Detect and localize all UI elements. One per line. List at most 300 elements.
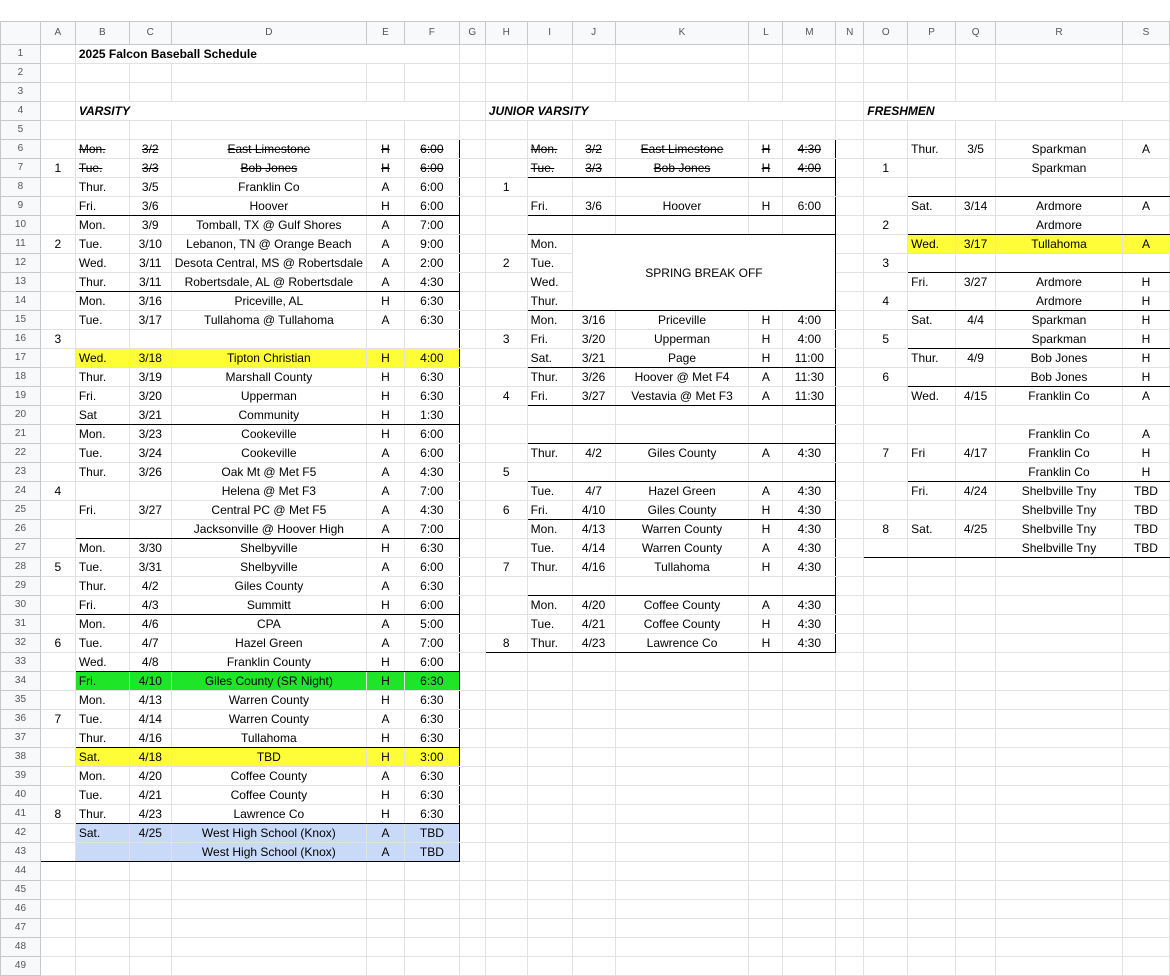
varsity-date-cell[interactable]: 3/5 (129, 178, 171, 197)
freshmen-opponent-cell[interactable] (996, 634, 1123, 653)
varsity-location-cell[interactable]: H (366, 805, 404, 824)
varsity-time-cell[interactable]: 6:00 (404, 596, 459, 615)
varsity-opponent-cell[interactable]: Oak Mt @ Met F5 (171, 463, 366, 482)
jv-opponent-cell[interactable]: Giles County (615, 501, 749, 520)
freshmen-date-cell[interactable] (956, 672, 996, 691)
jv-opponent-cell[interactable] (615, 919, 749, 938)
jv-date-cell[interactable] (572, 786, 615, 805)
jv-week-cell[interactable] (485, 596, 527, 615)
jv-day-cell[interactable] (527, 425, 572, 444)
spacer-cell[interactable] (459, 691, 485, 710)
varsity-date-cell[interactable]: 4/21 (129, 786, 171, 805)
varsity-opponent-cell[interactable]: Lawrence Co (171, 805, 366, 824)
varsity-date-cell[interactable]: 4/14 (129, 710, 171, 729)
freshmen-opponent-cell[interactable]: Shelbville Tny (996, 482, 1123, 501)
varsity-week-cell[interactable] (40, 178, 75, 197)
column-header-n[interactable]: N (836, 22, 864, 45)
row-header-47[interactable]: 47 (1, 919, 41, 938)
varsity-time-cell[interactable]: 4:30 (404, 463, 459, 482)
freshmen-day-cell[interactable] (908, 672, 956, 691)
row-header-9[interactable]: 9 (1, 197, 41, 216)
varsity-day-cell[interactable] (75, 482, 129, 501)
varsity-location-cell[interactable]: H (366, 425, 404, 444)
spacer-cell[interactable] (459, 539, 485, 558)
column-header-s[interactable]: S (1122, 22, 1169, 45)
jv-day-cell[interactable] (527, 45, 572, 64)
freshmen-day-cell[interactable] (908, 615, 956, 634)
varsity-location-cell[interactable]: A (366, 824, 404, 843)
varsity-week-cell[interactable] (40, 957, 75, 976)
jv-location-cell[interactable] (749, 710, 783, 729)
jv-location-cell[interactable] (749, 938, 783, 957)
varsity-time-cell[interactable] (404, 938, 459, 957)
varsity-date-cell[interactable]: 3/31 (129, 558, 171, 577)
spacer-cell[interactable] (459, 425, 485, 444)
jv-location-cell[interactable] (749, 786, 783, 805)
varsity-date-cell[interactable]: 4/23 (129, 805, 171, 824)
freshmen-date-cell[interactable]: 3/14 (956, 197, 996, 216)
jv-day-cell[interactable] (527, 957, 572, 976)
freshmen-opponent-cell[interactable] (996, 805, 1123, 824)
varsity-day-cell[interactable]: Tue. (75, 710, 129, 729)
row-header-17[interactable]: 17 (1, 349, 41, 368)
jv-location-cell[interactable] (749, 577, 783, 596)
varsity-date-cell[interactable] (129, 862, 171, 881)
row-header-11[interactable]: 11 (1, 235, 41, 254)
varsity-location-cell[interactable] (366, 330, 404, 349)
spacer-cell[interactable] (836, 45, 864, 64)
freshmen-week-cell[interactable] (864, 786, 908, 805)
freshmen-date-cell[interactable] (956, 463, 996, 482)
jv-week-cell[interactable] (485, 83, 527, 102)
jv-location-cell[interactable] (749, 691, 783, 710)
varsity-date-cell[interactable]: 4/3 (129, 596, 171, 615)
freshmen-date-cell[interactable] (956, 938, 996, 957)
varsity-week-cell[interactable] (40, 824, 75, 843)
row-header-21[interactable]: 21 (1, 425, 41, 444)
varsity-date-cell[interactable]: 3/23 (129, 425, 171, 444)
varsity-day-cell[interactable]: Mon. (75, 615, 129, 634)
jv-location-cell[interactable] (749, 64, 783, 83)
spacer-cell[interactable] (836, 539, 864, 558)
freshmen-location-cell[interactable]: TBD (1122, 501, 1169, 520)
jv-time-cell[interactable] (783, 463, 836, 482)
varsity-date-cell[interactable]: 4/10 (129, 672, 171, 691)
row-header-18[interactable]: 18 (1, 368, 41, 387)
jv-time-cell[interactable] (783, 83, 836, 102)
row-header-42[interactable]: 42 (1, 824, 41, 843)
freshmen-week-cell[interactable] (864, 957, 908, 976)
freshmen-date-cell[interactable] (956, 121, 996, 140)
freshmen-date-cell[interactable] (956, 805, 996, 824)
jv-day-cell[interactable] (527, 843, 572, 862)
freshmen-week-cell[interactable] (864, 558, 908, 577)
jv-date-cell[interactable] (572, 862, 615, 881)
freshmen-week-cell[interactable] (864, 463, 908, 482)
freshmen-day-cell[interactable]: Thur. (908, 349, 956, 368)
varsity-location-cell[interactable]: H (366, 672, 404, 691)
varsity-date-cell[interactable]: 3/2 (129, 140, 171, 159)
varsity-time-cell[interactable]: 6:30 (404, 805, 459, 824)
varsity-opponent-cell[interactable]: Cookeville (171, 425, 366, 444)
varsity-opponent-cell[interactable]: Giles County (SR Night) (171, 672, 366, 691)
spacer-cell[interactable] (836, 349, 864, 368)
varsity-week-cell[interactable] (40, 254, 75, 273)
row-header-29[interactable]: 29 (1, 577, 41, 596)
spacer-cell[interactable] (836, 273, 864, 292)
jv-date-cell[interactable]: 3/2 (572, 140, 615, 159)
varsity-time-cell[interactable] (404, 900, 459, 919)
jv-opponent-cell[interactable]: Vestavia @ Met F3 (615, 387, 749, 406)
jv-time-cell[interactable] (783, 786, 836, 805)
jv-opponent-cell[interactable]: Lawrence Co (615, 634, 749, 653)
varsity-time-cell[interactable] (404, 121, 459, 140)
jv-date-cell[interactable] (572, 463, 615, 482)
jv-location-cell[interactable]: A (749, 387, 783, 406)
row-header-7[interactable]: 7 (1, 159, 41, 178)
row-header-4[interactable]: 4 (1, 102, 41, 121)
freshmen-day-cell[interactable] (908, 64, 956, 83)
jv-date-cell[interactable]: 4/10 (572, 501, 615, 520)
jv-time-cell[interactable] (783, 672, 836, 691)
column-header-a[interactable]: A (40, 22, 75, 45)
freshmen-week-cell[interactable] (864, 64, 908, 83)
varsity-week-cell[interactable] (40, 615, 75, 634)
row-header-10[interactable]: 10 (1, 216, 41, 235)
varsity-date-cell[interactable]: 3/6 (129, 197, 171, 216)
varsity-day-cell[interactable]: Mon. (75, 216, 129, 235)
varsity-location-cell[interactable]: H (366, 349, 404, 368)
varsity-time-cell[interactable]: 6:30 (404, 368, 459, 387)
jv-opponent-cell[interactable] (615, 805, 749, 824)
spacer-cell[interactable] (836, 311, 864, 330)
jv-day-cell[interactable]: Thur. (527, 444, 572, 463)
jv-location-cell[interactable]: H (749, 197, 783, 216)
varsity-opponent-cell[interactable]: Tullahoma @ Tullahoma (171, 311, 366, 330)
spacer-cell[interactable] (459, 919, 485, 938)
varsity-time-cell[interactable]: 3:00 (404, 748, 459, 767)
jv-date-cell[interactable] (572, 425, 615, 444)
varsity-week-cell[interactable] (40, 748, 75, 767)
varsity-date-cell[interactable]: 3/20 (129, 387, 171, 406)
freshmen-day-cell[interactable] (908, 710, 956, 729)
freshmen-week-cell[interactable] (864, 539, 908, 558)
varsity-week-cell[interactable] (40, 862, 75, 881)
varsity-day-cell[interactable]: Fri. (75, 596, 129, 615)
freshmen-opponent-cell[interactable] (996, 843, 1123, 862)
freshmen-date-cell[interactable] (956, 178, 996, 197)
varsity-week-cell[interactable] (40, 121, 75, 140)
freshmen-date-cell[interactable]: 4/4 (956, 311, 996, 330)
varsity-time-cell[interactable]: 6:30 (404, 672, 459, 691)
freshmen-day-cell[interactable] (908, 254, 956, 273)
varsity-week-cell[interactable] (40, 425, 75, 444)
freshmen-date-cell[interactable] (956, 653, 996, 672)
varsity-date-cell[interactable]: 3/9 (129, 216, 171, 235)
freshmen-opponent-cell[interactable]: Shelbville Tny (996, 520, 1123, 539)
varsity-day-cell[interactable]: Thur. (75, 805, 129, 824)
varsity-time-cell[interactable]: 9:00 (404, 235, 459, 254)
jv-time-cell[interactable] (783, 938, 836, 957)
spacer-cell[interactable] (836, 881, 864, 900)
freshmen-day-cell[interactable] (908, 748, 956, 767)
jv-opponent-cell[interactable] (615, 463, 749, 482)
jv-week-cell[interactable] (485, 349, 527, 368)
jv-time-cell[interactable] (783, 881, 836, 900)
jv-week-cell[interactable] (485, 577, 527, 596)
freshmen-day-cell[interactable] (908, 178, 956, 197)
row-header-16[interactable]: 16 (1, 330, 41, 349)
spacer-cell[interactable] (459, 653, 485, 672)
jv-day-cell[interactable] (527, 767, 572, 786)
jv-time-cell[interactable] (783, 957, 836, 976)
jv-day-cell[interactable]: Sat. (527, 349, 572, 368)
freshmen-day-cell[interactable] (908, 653, 956, 672)
spacer-cell[interactable] (459, 881, 485, 900)
jv-location-cell[interactable] (749, 767, 783, 786)
jv-week-cell[interactable]: 1 (485, 178, 527, 197)
spacer-cell[interactable] (836, 653, 864, 672)
varsity-location-cell[interactable]: A (366, 444, 404, 463)
freshmen-day-cell[interactable] (908, 786, 956, 805)
jv-date-cell[interactable] (572, 653, 615, 672)
spacer-cell[interactable] (459, 520, 485, 539)
spacer-cell[interactable] (836, 482, 864, 501)
freshmen-day-cell[interactable] (908, 501, 956, 520)
varsity-day-cell[interactable] (75, 900, 129, 919)
jv-day-cell[interactable]: Fri. (527, 197, 572, 216)
freshmen-location-cell[interactable] (1122, 919, 1169, 938)
varsity-week-cell[interactable] (40, 843, 75, 862)
freshmen-opponent-cell[interactable] (996, 786, 1123, 805)
varsity-location-cell[interactable] (366, 881, 404, 900)
varsity-day-cell[interactable]: Mon. (75, 691, 129, 710)
jv-day-cell[interactable] (527, 938, 572, 957)
freshmen-location-cell[interactable] (1122, 406, 1169, 425)
freshmen-opponent-cell[interactable]: Tullahoma (996, 235, 1123, 254)
jv-opponent-cell[interactable]: Hoover (615, 197, 749, 216)
freshmen-location-cell[interactable] (1122, 159, 1169, 178)
jv-time-cell[interactable]: 4:30 (783, 539, 836, 558)
freshmen-date-cell[interactable] (956, 501, 996, 520)
freshmen-week-cell[interactable] (864, 919, 908, 938)
freshmen-week-cell[interactable] (864, 197, 908, 216)
jv-week-cell[interactable] (485, 197, 527, 216)
varsity-opponent-cell[interactable]: Bob Jones (171, 159, 366, 178)
spacer-cell[interactable] (836, 520, 864, 539)
varsity-week-cell[interactable] (40, 368, 75, 387)
spacer-cell[interactable] (459, 197, 485, 216)
spacer-cell[interactable] (459, 767, 485, 786)
spacer-cell[interactable] (836, 292, 864, 311)
freshmen-location-cell[interactable] (1122, 729, 1169, 748)
spacer-cell[interactable] (836, 577, 864, 596)
jv-opponent-cell[interactable]: Coffee County (615, 615, 749, 634)
varsity-day-cell[interactable] (75, 64, 129, 83)
jv-day-cell[interactable] (527, 216, 572, 235)
column-header-i[interactable]: I (527, 22, 572, 45)
freshmen-day-cell[interactable]: Wed. (908, 235, 956, 254)
jv-time-cell[interactable]: 11:30 (783, 368, 836, 387)
jv-day-cell[interactable] (527, 463, 572, 482)
varsity-opponent-cell[interactable] (171, 330, 366, 349)
freshmen-day-cell[interactable] (908, 634, 956, 653)
spacer-cell[interactable] (836, 938, 864, 957)
jv-date-cell[interactable] (572, 748, 615, 767)
varsity-opponent-cell[interactable]: Tipton Christian (171, 349, 366, 368)
varsity-date-cell[interactable]: 3/18 (129, 349, 171, 368)
varsity-opponent-cell[interactable] (171, 862, 366, 881)
freshmen-week-cell[interactable] (864, 729, 908, 748)
freshmen-opponent-cell[interactable]: Shelbville Tny (996, 501, 1123, 520)
varsity-date-cell[interactable] (129, 121, 171, 140)
jv-day-cell[interactable]: Thur. (527, 292, 572, 311)
jv-day-cell[interactable] (527, 786, 572, 805)
jv-opponent-cell[interactable]: Warren County (615, 539, 749, 558)
varsity-week-cell[interactable]: 1 (40, 159, 75, 178)
varsity-date-cell[interactable]: 3/3 (129, 159, 171, 178)
varsity-week-cell[interactable] (40, 672, 75, 691)
jv-opponent-cell[interactable] (615, 748, 749, 767)
varsity-day-cell[interactable]: Mon. (75, 425, 129, 444)
freshmen-date-cell[interactable] (956, 634, 996, 653)
spacer-cell[interactable] (836, 900, 864, 919)
jv-time-cell[interactable] (783, 425, 836, 444)
jv-date-cell[interactable]: 3/21 (572, 349, 615, 368)
freshmen-day-cell[interactable] (908, 824, 956, 843)
varsity-opponent-cell[interactable]: Jacksonville @ Hoover High (171, 520, 366, 539)
varsity-day-cell[interactable]: Fri. (75, 387, 129, 406)
freshmen-opponent-cell[interactable]: Franklin Co (996, 444, 1123, 463)
freshmen-day-cell[interactable]: Wed. (908, 387, 956, 406)
freshmen-week-cell[interactable] (864, 615, 908, 634)
row-header-14[interactable]: 14 (1, 292, 41, 311)
jv-location-cell[interactable] (749, 45, 783, 64)
column-header-m[interactable]: M (783, 22, 836, 45)
column-header-e[interactable]: E (366, 22, 404, 45)
jv-opponent-cell[interactable] (615, 425, 749, 444)
varsity-time-cell[interactable]: 6:30 (404, 786, 459, 805)
varsity-opponent-cell[interactable]: Upperman (171, 387, 366, 406)
jv-day-cell[interactable]: Tue. (527, 159, 572, 178)
varsity-opponent-cell[interactable]: Community (171, 406, 366, 425)
jv-week-cell[interactable] (485, 729, 527, 748)
freshmen-week-cell[interactable] (864, 311, 908, 330)
jv-location-cell[interactable]: A (749, 596, 783, 615)
varsity-opponent-cell[interactable]: Hazel Green (171, 634, 366, 653)
varsity-date-cell[interactable] (129, 938, 171, 957)
spacer-cell[interactable] (836, 159, 864, 178)
jv-location-cell[interactable]: H (749, 520, 783, 539)
varsity-location-cell[interactable]: A (366, 634, 404, 653)
varsity-opponent-cell[interactable]: Marshall County (171, 368, 366, 387)
freshmen-location-cell[interactable] (1122, 216, 1169, 235)
freshmen-day-cell[interactable] (908, 957, 956, 976)
row-header-2[interactable]: 2 (1, 64, 41, 83)
column-header-j[interactable]: J (572, 22, 615, 45)
spacer-cell[interactable] (836, 748, 864, 767)
jv-opponent-cell[interactable]: Hazel Green (615, 482, 749, 501)
jv-week-cell[interactable] (485, 843, 527, 862)
varsity-time-cell[interactable] (404, 83, 459, 102)
freshmen-week-cell[interactable] (864, 634, 908, 653)
jv-week-cell[interactable] (485, 520, 527, 539)
varsity-day-cell[interactable]: Tue. (75, 235, 129, 254)
jv-day-cell[interactable] (527, 919, 572, 938)
freshmen-date-cell[interactable] (956, 45, 996, 64)
varsity-opponent-cell[interactable]: Warren County (171, 710, 366, 729)
jv-date-cell[interactable]: 3/27 (572, 387, 615, 406)
varsity-day-cell[interactable]: Tue. (75, 444, 129, 463)
freshmen-location-cell[interactable]: H (1122, 292, 1169, 311)
varsity-time-cell[interactable]: 7:00 (404, 634, 459, 653)
varsity-opponent-cell[interactable]: Shelbyville (171, 558, 366, 577)
jv-date-cell[interactable]: 4/21 (572, 615, 615, 634)
freshmen-opponent-cell[interactable] (996, 615, 1123, 634)
jv-opponent-cell[interactable] (615, 577, 749, 596)
freshmen-opponent-cell[interactable] (996, 938, 1123, 957)
freshmen-opponent-cell[interactable]: Ardmore (996, 292, 1123, 311)
varsity-week-cell[interactable] (40, 900, 75, 919)
freshmen-location-cell[interactable]: H (1122, 368, 1169, 387)
jv-opponent-cell[interactable] (615, 216, 749, 235)
jv-day-cell[interactable] (527, 729, 572, 748)
varsity-location-cell[interactable]: A (366, 501, 404, 520)
spacer-cell[interactable] (836, 197, 864, 216)
freshmen-date-cell[interactable]: 4/15 (956, 387, 996, 406)
jv-time-cell[interactable]: 4:00 (783, 159, 836, 178)
varsity-location-cell[interactable]: A (366, 178, 404, 197)
row-header-36[interactable]: 36 (1, 710, 41, 729)
varsity-day-cell[interactable]: Thur. (75, 577, 129, 596)
jv-time-cell[interactable] (783, 45, 836, 64)
row-header-37[interactable]: 37 (1, 729, 41, 748)
jv-week-cell[interactable] (485, 710, 527, 729)
varsity-time-cell[interactable]: 7:00 (404, 482, 459, 501)
freshmen-opponent-cell[interactable] (996, 957, 1123, 976)
freshmen-week-cell[interactable]: 7 (864, 444, 908, 463)
varsity-day-cell[interactable]: Mon. (75, 292, 129, 311)
freshmen-day-cell[interactable] (908, 83, 956, 102)
spacer-cell[interactable] (459, 729, 485, 748)
varsity-location-cell[interactable]: H (366, 596, 404, 615)
row-header-13[interactable]: 13 (1, 273, 41, 292)
freshmen-location-cell[interactable] (1122, 634, 1169, 653)
row-header-24[interactable]: 24 (1, 482, 41, 501)
varsity-opponent-cell[interactable]: Helena @ Met F3 (171, 482, 366, 501)
freshmen-week-cell[interactable] (864, 824, 908, 843)
varsity-date-cell[interactable] (129, 64, 171, 83)
jv-time-cell[interactable] (783, 919, 836, 938)
varsity-opponent-cell[interactable]: West High School (Knox) (171, 843, 366, 862)
freshmen-location-cell[interactable]: H (1122, 444, 1169, 463)
varsity-time-cell[interactable]: 6:00 (404, 444, 459, 463)
freshmen-location-cell[interactable] (1122, 45, 1169, 64)
varsity-location-cell[interactable]: A (366, 235, 404, 254)
freshmen-date-cell[interactable] (956, 748, 996, 767)
freshmen-location-cell[interactable]: H (1122, 273, 1169, 292)
freshmen-location-cell[interactable]: A (1122, 425, 1169, 444)
freshmen-week-cell[interactable] (864, 121, 908, 140)
varsity-date-cell[interactable]: 3/21 (129, 406, 171, 425)
varsity-date-cell[interactable]: 4/8 (129, 653, 171, 672)
spacer-cell[interactable] (459, 387, 485, 406)
varsity-date-cell[interactable]: 3/27 (129, 501, 171, 520)
jv-week-cell[interactable] (485, 216, 527, 235)
varsity-day-cell[interactable]: Fri. (75, 672, 129, 691)
varsity-week-cell[interactable] (40, 596, 75, 615)
freshmen-week-cell[interactable] (864, 653, 908, 672)
